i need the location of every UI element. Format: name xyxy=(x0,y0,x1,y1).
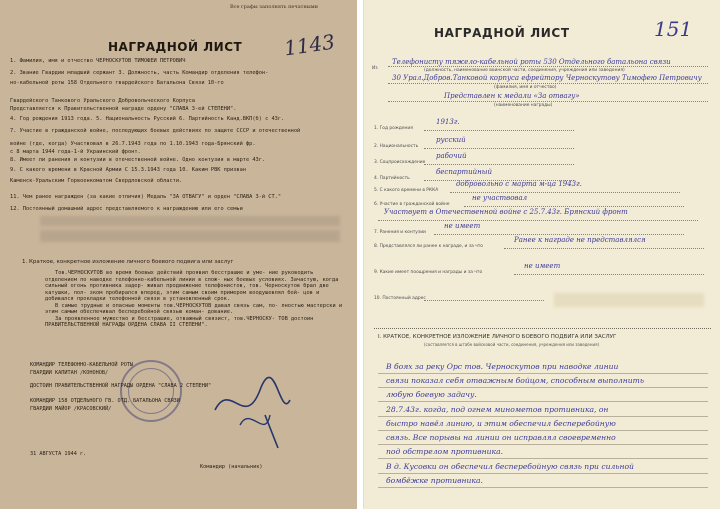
handwritten-number: 1143 xyxy=(282,29,337,61)
field-war-participation-2: с 8 марта 1944 года-1-й Украинский фронт. xyxy=(10,149,141,155)
ruled-line xyxy=(378,416,708,417)
field-award: Представляется к Правительственной награде ордену "СЛАВА 3-ей СТЕПЕНИ". xyxy=(10,106,237,112)
field-rule xyxy=(388,83,708,84)
field-rule xyxy=(424,164,574,165)
field-army-since: 9. С какого времени в Красной Армии С 15.3.1943 года 10. Каким РВК призван xyxy=(10,167,246,173)
field-label: 2. Национальность xyxy=(374,144,419,149)
field-value-ww2: Участвует в Отечественной войне с 25.7.43г. Брянский фронт xyxy=(384,208,628,216)
field-label: 4. Партийность xyxy=(374,176,410,181)
handwritten-number: 151 xyxy=(654,17,693,41)
section-heading: I. КРАТКОЕ, КОНКРЕТНОЕ ИЗЛОЖЕНИЕ ЛИЧНОГО БОЕВОГО ПОДВИГА ИЛИ ЗАСЛУГ xyxy=(378,334,617,340)
field-wounds: 8. Имеет ли ранения и контузии в отечественной войне. Одно контузия в марте 43г. xyxy=(10,157,266,163)
section-divider xyxy=(374,328,711,329)
ruled-line xyxy=(378,487,708,488)
field-rule xyxy=(388,66,708,67)
citation-line: 28.7.43г. когда, под огнем минометов противника, он xyxy=(386,405,609,414)
field-rule xyxy=(424,300,544,301)
field-value-birth-year: 1913г. xyxy=(436,118,460,126)
field-rule xyxy=(434,234,684,235)
field-value-prior-nomination: Ранее к награде не представлялся xyxy=(514,236,646,244)
field-draft-office: Каменск-Уральским Горвоенкоматом Свердловской области. xyxy=(10,178,183,184)
field-rule xyxy=(464,206,684,207)
ruled-line xyxy=(378,430,708,431)
field-label: 6. Участие в гражданской войне xyxy=(374,202,450,207)
field-name: 1. Фамилия, имя и отчество ЧЕРНОСКУТОВ ТИМОФЕЙ ПЕТРОВИЧ xyxy=(10,58,186,64)
document-date: 31 АВГУСТА 1944 г. xyxy=(30,451,87,457)
redacted-block xyxy=(554,293,704,307)
field-value-wounds: не имеет xyxy=(444,222,481,230)
field-label: 10. Постоянный адрес xyxy=(374,296,426,301)
field-label: 9. Какие имеет поощрения и награды и за что xyxy=(374,270,483,275)
section-heading: 1. Краткое, конкретное изложение личного боевого подвига или заслуг xyxy=(22,259,234,265)
field-caption: (фамилия, имя и отчество) xyxy=(494,85,557,90)
field-caption: (должность, наименование воинской части, соединения, учреждения или заведения) xyxy=(424,68,625,73)
citation-line: связь. Все порывы на линии он исправлял своевременно xyxy=(386,433,616,442)
citation-line: любую боевую задачу. xyxy=(386,390,477,399)
ruled-line xyxy=(378,401,708,402)
field-birth-nationality: 4. Год рождения 1913 года. 5. Национальность Русский 6. Партийность Канд.ВКП(б) с 43г. xyxy=(10,116,285,122)
section-subheading: (составляется в штабе войсковой части, соединения, учреждения или заведения) xyxy=(424,342,600,347)
field-rule xyxy=(424,130,574,131)
commander-caption: Командир (начальник) xyxy=(200,464,263,470)
citation-paragraph: Тов.ЧЕРНОСКУТОВ во время боевых действий проявил бесстрашие и уме- ние руководить отделением по наводке телефонно-кабельной линии в слож- ных боевых условиях. Зачастую, когда сильный огонь противника задер- живал продвижение телефонистов, тов. Черноскутов брал две катушки, пол- зком пробирался вперед, этим самым своим примером воодушевлял бой- цов и добивался прокладки телефонной связи в установленный срок. xyxy=(45,270,339,302)
citation-line: В боях за реку Орс тов. Черноскутов при наводке линии xyxy=(386,362,619,371)
form-header-note: Все графы заполнять печатными xyxy=(230,4,318,10)
field-value-position: Телефонисту тяжело-кабельной роты 530 Отдельного батальона связи xyxy=(392,58,671,66)
field-caption: (наименование награды) xyxy=(494,103,553,108)
field-value-nationality: русский xyxy=(436,136,466,144)
field-value-award: Представлен к медали «За отвагу» xyxy=(444,92,580,100)
field-home-address: 12. Постоянный домашний адрес представляемого к награждению или его семьи xyxy=(10,206,243,212)
citation-paragraph: За проявленное мужество и бесстрашие, отважный связист, тов.ЧЕРНОСКУ- ТОВ достоин ПРАВИТЕЛЬСТВЕННОЙ НАГРАДЫ ОРДЕНА СЛАВА II СТЕПЕНИ". xyxy=(45,315,314,328)
field-label: Из xyxy=(372,66,378,71)
field-value-party: беспартийный xyxy=(436,168,492,176)
ruled-line xyxy=(378,387,708,388)
field-rule xyxy=(388,101,708,102)
field-label: 7. Ранения и контузии xyxy=(374,230,426,235)
redacted-block xyxy=(40,230,340,242)
signature-line: ДОСТОИН ПРАВИТЕЛЬСТВЕННОЙ НАГРАДЫ ОРДЕНА "СЛАВА 2 СТЕПЕНИ" xyxy=(30,383,212,389)
field-label: 3. Соцпроисхождение xyxy=(374,160,426,165)
ruled-line xyxy=(378,473,708,474)
field-label: 8. Представлялся ли ранее к награде, и за что xyxy=(374,244,483,249)
field-unit: но-кабельной роты 158 Отдельного гвардейского Батальона Связи 10-го xyxy=(10,80,224,86)
ruled-line xyxy=(378,373,708,374)
field-value-army-since: добровольно с марта м-ца 1943г. xyxy=(456,180,582,188)
citation-line: быстро навёл линию, и этим обеспечил бесперебойную xyxy=(386,419,616,428)
document-title: НАГРАДНОЙ ЛИСТ xyxy=(108,40,243,54)
field-rule xyxy=(450,192,680,193)
signature-line: ГВАРДИИ КАПИТАН /КОНОНОВ/ xyxy=(30,370,109,376)
field-value-name: 30 Урал.Добров.Танковой корпуса ефрейтору Черноскутову Тимофею Петровичу xyxy=(392,74,702,82)
citation-body xyxy=(45,270,345,329)
field-value-awards: не имеет xyxy=(524,262,561,270)
citation-line: В д. Кусовки он обеспечил бесперебойную связь при сильной xyxy=(386,462,634,471)
field-value-origin: рабочий xyxy=(436,152,467,160)
citation-line: связи показал себя отважным бойцом, способным выполнить xyxy=(386,376,644,385)
field-label: 1. Год рождения xyxy=(374,126,413,131)
field-rule xyxy=(514,274,704,275)
ink-signature xyxy=(210,370,300,450)
left-award-sheet xyxy=(0,0,357,509)
official-stamp xyxy=(120,360,182,422)
signature-line: ГВАРДИИ МАЙОР /КРАСОВСКИЙ/ xyxy=(30,406,112,412)
field-rank-position: 2. Звание Гвардии младший сержант 3. Должность, часть Командир отделения телефон- xyxy=(10,70,269,76)
ruled-line xyxy=(378,444,708,445)
field-rule xyxy=(424,148,574,149)
field-war-participation-label: 7. Участие в гражданской войне, последующих боевых действиях по защите СССР и отечественной xyxy=(10,128,301,134)
citation-line: под обстрелом противника. xyxy=(386,447,504,456)
field-prior-awards: 11. Чем ранее награжден (за какие отличия) Медаль "ЗА ОТВАГУ" и орден "СЛАВА 3-й СТ." xyxy=(10,194,282,200)
signature-line: КОМАНДИР 158 ОТДЕЛЬНОГО ГВ. ОТД. БАТАЛЬОНА СВЯЗИ xyxy=(30,398,180,404)
field-corps: Гвардейского Танкового Уральского Добровольческого Корпуса xyxy=(10,98,195,104)
field-value-civil-war: не участвовал xyxy=(472,194,528,202)
field-rule xyxy=(378,220,698,221)
citation-paragraph: В самые трудные и опасные моменты тов.ЧЕРНОСКУТОВ давал связь сам, по- лностью мастерски и этим самым обеспечивал бесперебойной связью коман- дование. xyxy=(45,302,343,315)
citation-line: бомбёжке противника. xyxy=(386,476,483,485)
field-label: 5. С какого времени в РККА xyxy=(374,188,439,193)
signature-line: КОМАНДИР ТЕЛЕФОННО-КАБЕЛЬНОЙ РОТЫ xyxy=(30,362,134,368)
ruled-line xyxy=(378,458,708,459)
field-war-participation: войне (где, когда) Участвовал в 26.7.1943 года по 1.10.1943 года-Брянский фр. xyxy=(10,141,256,147)
redacted-block xyxy=(40,216,340,226)
document-title: НАГРАДНОЙ ЛИСТ xyxy=(434,26,570,40)
right-award-sheet xyxy=(363,0,720,509)
field-rule xyxy=(504,248,704,249)
